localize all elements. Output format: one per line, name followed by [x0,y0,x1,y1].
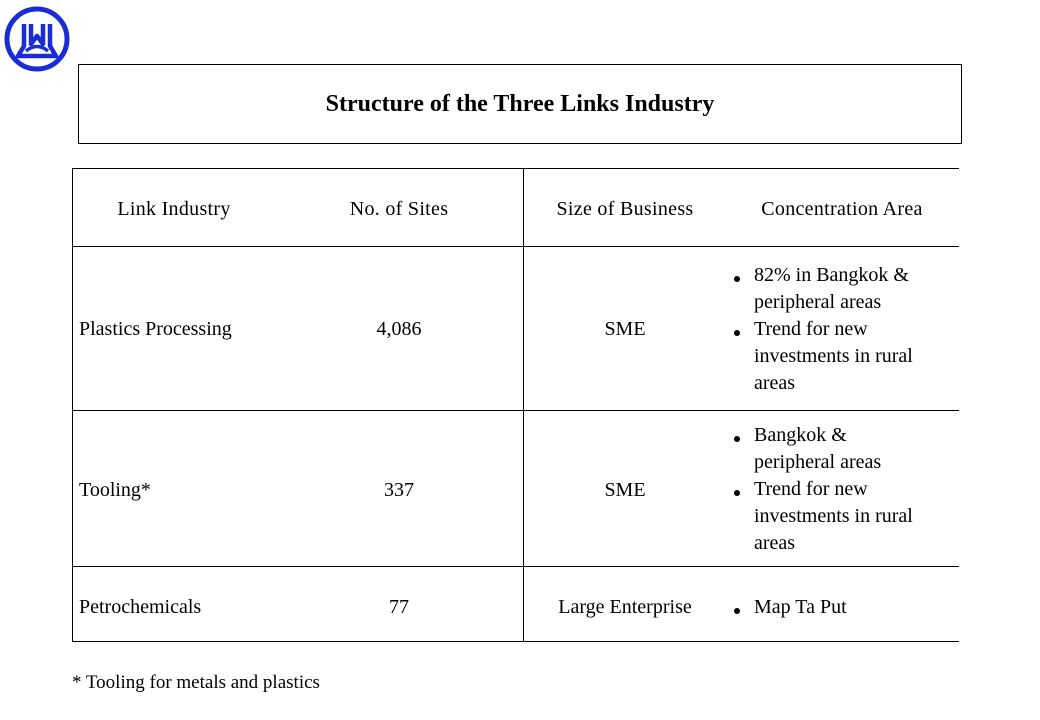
table-border-bottom [72,641,959,642]
table-cell-industry: Petrochemicals [79,596,202,618]
list-item [730,594,847,621]
area-line: areas [754,532,796,554]
table-cell-sites: 77 [389,596,409,618]
table-divider [72,566,959,567]
area-line: peripheral areas [754,451,882,473]
area-line: peripheral areas [754,291,882,313]
table-cell-sites: 337 [384,479,414,501]
list-item [730,476,913,557]
table-border-left [72,168,73,642]
list-item [730,422,913,476]
area-line: 82% in Bangkok & [754,264,909,286]
header-link-industry: Link Industry [117,198,231,220]
concentration-area-list [730,422,913,557]
list-item [730,316,913,397]
table-cell-industry: Tooling* [79,479,151,501]
header-size-of-business: Size of Business [556,198,694,220]
page-title: Structure of the Three Links Industry [325,90,715,117]
concentration-area-list [730,594,847,621]
area-line: investments in rural [754,505,913,527]
header-concentration-area: Concentration Area [761,198,923,220]
header-no-of-sites: No. of Sites [349,198,449,220]
concentration-area-list [730,262,913,397]
area-line: areas [754,372,796,394]
company-logo-icon [4,6,70,72]
area-line: Map Ta Put [754,596,847,618]
table-cell-size: SME [604,479,646,501]
industry-table [72,168,959,642]
area-line: Trend for new [754,478,868,500]
table-cell-sites: 4,086 [376,318,422,340]
table-cell-size: SME [604,318,646,340]
area-line: Trend for new [754,318,868,340]
area-line: Bangkok & [754,424,847,446]
area-line: investments in rural [754,345,913,367]
table-cell-industry: Plastics Processing [79,318,232,340]
table-divider-vertical [523,168,524,642]
table-divider [72,246,959,247]
title-box [78,64,962,144]
table-border-top [72,168,959,169]
list-item [730,262,913,316]
table-cell-size: Large Enterprise [558,596,692,618]
footnote: * Tooling for metals and plastics [72,672,320,693]
table-divider [72,410,959,411]
